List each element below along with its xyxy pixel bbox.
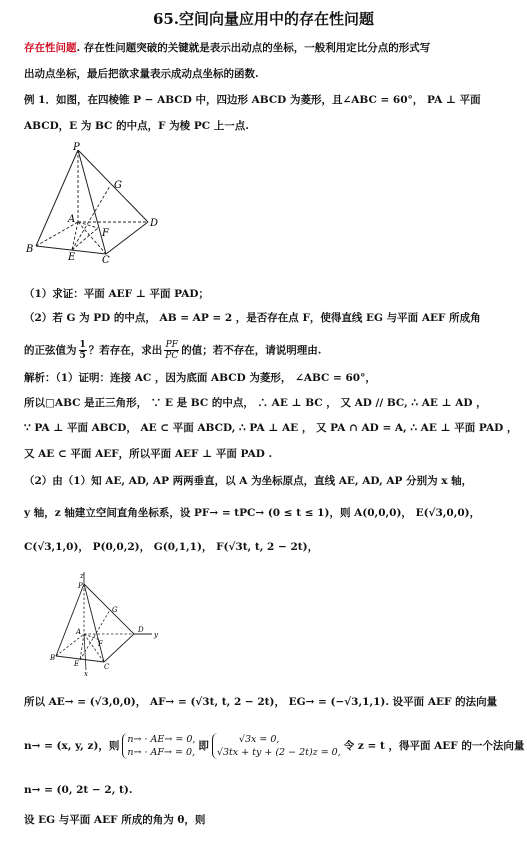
question-2-line-2 [24,340,513,361]
example-line-2: ABCD，E 为 BC 的中点，F 为棱 PC 上一点. [24,120,249,132]
intro-text-1: . 存在性问题突破的关键就是表示出动点的坐标，一般利用定比分点的形式写 [76,42,431,54]
vectors-line-2 [24,728,525,764]
label-B2: B [50,654,56,662]
frac1-num: 1 [79,340,86,350]
label-G: G [114,180,122,191]
fraction-pf-pc [164,340,179,361]
solution-line-2: 所以□ABC 是正三角形， ∵ E 是 BC 的中点， ∴ AE ⊥ BC ， 又 AD // BC, ∴ AE ⊥ AD ， [24,397,487,409]
fraction-one-fifth [79,340,87,361]
label-F2: F [98,640,103,648]
label-D2: D [138,626,144,634]
solution-line-3: ∵ PA ⊥ 平面 ABCD， AE ⊂ 平面 ABCD, ∴ PA ⊥ AE ， 又 PA ∩ AD = A, ∴ AE ⊥ 平面 PAD ， [24,422,518,434]
solution-line-6: y 轴，z 轴建立空间直角坐标系，设 PF→ = tPC→ (0 ≤ t ≤ 1)，则 A(0,0,0)， E(√3,0,0)， [24,507,481,519]
vectors-line-4: 设 EG 与平面 AEF 所成的角为 θ，则 [24,814,206,826]
label-D: D [150,218,159,229]
axis-label-y: y [154,631,158,639]
label-E: E [68,252,76,263]
sys2-eq-2: √3tx + ty + (2 − 2t)z = 0, [216,747,341,758]
equation-system-2 [212,733,341,759]
vectors-line-3: n→ = (0, 2t − 2, t). [24,784,133,796]
vectors-ji: 即 [198,740,209,752]
intro-line-1 [24,40,513,56]
frac2-num: PF [165,340,178,350]
intro-label: 存在性问题 [24,42,77,54]
frac1-den: 5 [79,351,86,361]
label-F: F [102,228,109,239]
solution-line-4: 又 AE ⊂ 平面 AEF，所以平面 AEF ⊥ 平面 PAD . [24,448,273,460]
label-E2: E [74,660,80,668]
vectors-let-z: 令 z = t ，得平面 AEF 的一个法向量 [343,740,525,752]
solution-line-7: C(√3,1,0)， P(0,0,2)， G(0,1,1)， F(√3t, t, 2 − 2t)， [24,541,319,553]
solution-line-1: 解析：（1）证明：连接 AC ，因为底面 ABCD 为菱形， ∠ABC = 60°， [24,372,376,384]
sys1-eq-1: n→ · AE→ = 0, [127,734,196,745]
solution-line-5: （2）由（1）知 AE, AD, AP 两两垂直，以 A 为坐标原点，直线 AE, AD, AP 分别为 x 轴， [24,475,473,487]
label-G2: G [112,606,118,614]
frac2-den: PC [165,351,179,361]
pyramid-figure [26,142,176,264]
label-P: P [73,142,80,153]
label-B: B [26,244,34,255]
q2-text-b: ？若存在，求出 [88,344,163,357]
question-1: （1）求证：平面 AEF ⊥ 平面 PAD； [24,288,209,300]
vectors-line-1: 所以 AE→ = (√3,0,0)， AF→ = (√3t, t, 2 − 2t)， EG→ = (−√3,1,1). 设平面 AEF 的法向量 [24,696,498,708]
label-P2: P [78,582,83,590]
sys2-eq-1: √3x = 0, [238,734,280,745]
q2-text-a: 的正弦值为 [24,344,77,357]
sys1-eq-2: n→ · AF→ = 0, [127,747,196,758]
q2-text-c: 的值；若不存在，请说明理由. [181,344,322,357]
label-C2: C [104,663,110,671]
coordinate-figure [50,570,170,676]
page-title: 65.空间向量应用中的存在性问题 [152,10,375,28]
label-C: C [102,255,110,264]
equation-system-1 [122,733,195,759]
intro-line-2: 出动点坐标，最后把欲求量表示成动点坐标的函数. [24,68,259,80]
axis-label-x: x [84,670,88,676]
label-A2: A [76,628,82,636]
question-2-line-1: （2）若 G 为 PD 的中点， AB = AP = 2 ，是否存在点 F，使得直线 EG 与平面 AEF 所成角 [24,312,481,324]
axis-label-z: z [80,572,84,580]
example-line-1: 例 1．如图，在四棱锥 P − ABCD 中，四边形 ABCD 为菱形，且∠ABC = 60°， PA ⊥ 平面 [24,94,481,106]
label-A: A [68,214,76,225]
normal-vector-def: n→ = (x, y, z)，则 [24,740,120,752]
